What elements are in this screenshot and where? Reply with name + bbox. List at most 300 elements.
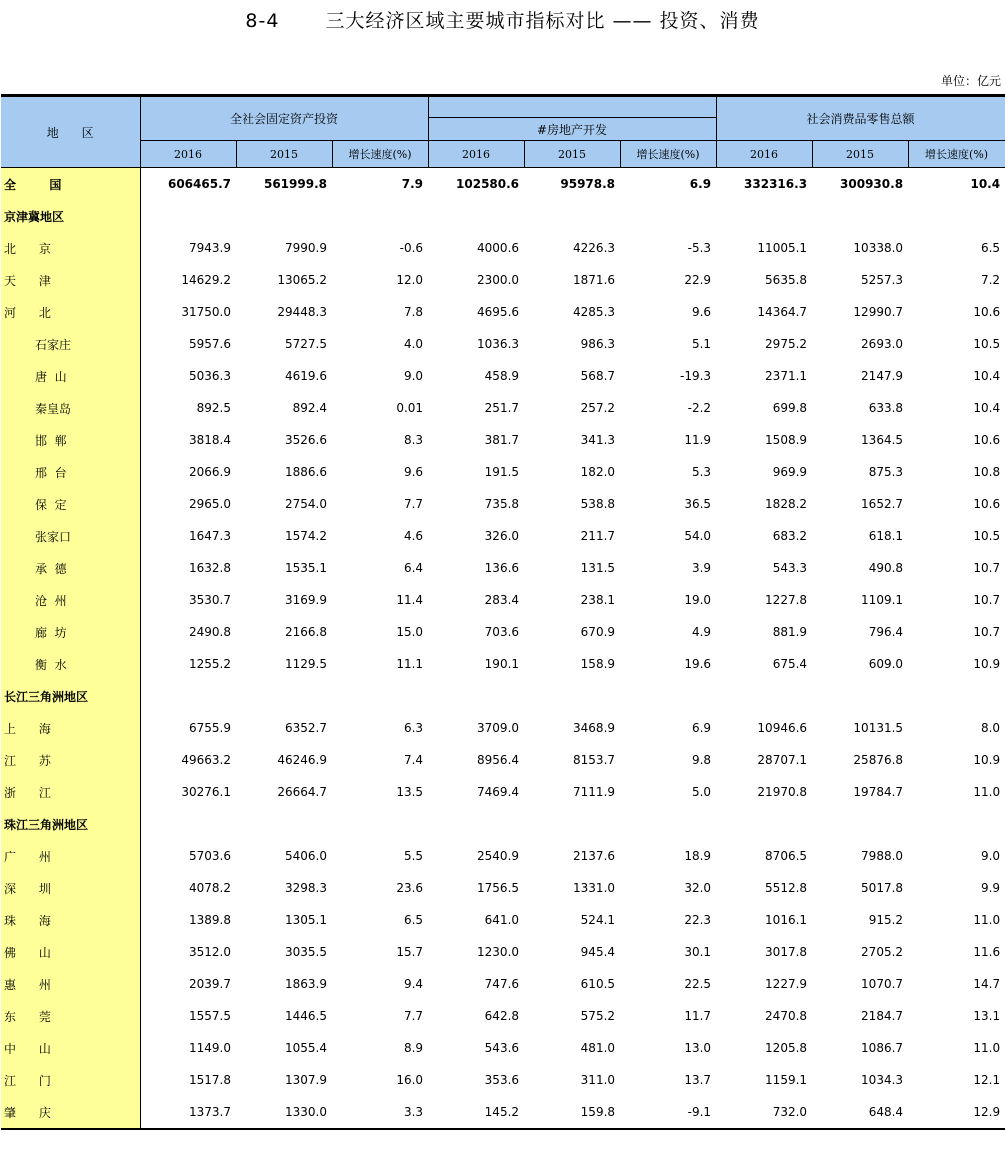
table-cell: 14629.2: [181, 273, 231, 287]
table-cell: 11.7: [684, 1009, 712, 1023]
table-cell: 8153.7: [573, 753, 616, 767]
table-cell: 4619.6: [285, 369, 327, 383]
table-row: [1, 1032, 1005, 1064]
table-cell: 7990.9: [285, 241, 327, 255]
table-row: [1, 1000, 1005, 1032]
table-row: [1, 808, 1005, 840]
table-cell: 11.9: [684, 433, 712, 447]
table-cell: 538.8: [580, 497, 616, 511]
table-cell: [140, 200, 236, 232]
col-2015: 2015: [812, 141, 908, 168]
table-cell: 102580.6: [456, 177, 520, 191]
table-cell: 609.0: [868, 657, 904, 671]
table-cell: 8956.4: [477, 753, 520, 767]
region-name: 秦皇岛: [1, 392, 140, 424]
table-cell: 524.1: [580, 913, 616, 927]
table-cell: [332, 808, 428, 840]
table-row: [1, 424, 1005, 456]
table-cell: [236, 200, 332, 232]
table-cell: 2147.9: [861, 369, 904, 383]
table-cell: 1632.8: [189, 561, 231, 575]
table-cell: 1364.5: [861, 433, 904, 447]
table-cell: 10.4: [973, 369, 1001, 383]
table-cell: 3.9: [691, 561, 712, 575]
table-cell: 5257.3: [861, 273, 904, 287]
region-name: 天 津: [1, 264, 140, 296]
table-cell: [716, 808, 812, 840]
table-cell: -9.1: [620, 1096, 716, 1129]
table-cell: 29448.3: [277, 305, 327, 319]
table-cell: 1446.5: [285, 1009, 327, 1023]
table-cell: 610.5: [580, 977, 616, 991]
table-cell: 1756.5: [477, 881, 520, 895]
table-cell: 1517.8: [189, 1073, 231, 1087]
table-cell: 2693.0: [861, 337, 904, 351]
table-cell: 10.7: [973, 593, 1001, 607]
table-cell: 945.4: [580, 945, 616, 959]
table-cell: 12990.7: [853, 305, 904, 319]
table-cell: 5.5: [403, 849, 424, 863]
table-cell: 481.0: [580, 1041, 616, 1055]
table-cell: 23.6: [396, 881, 424, 895]
table-cell: 26664.7: [277, 785, 327, 799]
table-cell: 6.9: [689, 177, 712, 191]
table-cell: -5.3: [687, 241, 712, 255]
table-cell: 1230.0: [477, 945, 520, 959]
table-cell: 683.2: [772, 529, 808, 543]
table-cell: 2540.9: [477, 849, 520, 863]
table-cell: 5.3: [691, 465, 712, 479]
region-name: 廊 坊: [1, 616, 140, 648]
table-cell: 2705.2: [861, 945, 904, 959]
table-cell: 7.9: [401, 177, 424, 191]
table-cell: 131.5: [580, 561, 616, 575]
table-cell: 1086.7: [861, 1041, 904, 1055]
table-cell: 4078.2: [189, 881, 231, 895]
table-cell: [620, 200, 716, 232]
table-cell: 1389.8: [189, 913, 231, 927]
table-number: 8-4: [245, 10, 280, 32]
table-cell: 1109.1: [861, 593, 904, 607]
table-row: [1, 1096, 1005, 1129]
table-cell: 10338.0: [853, 241, 904, 255]
data-table: [1, 95, 1005, 1130]
table-cell: 190.1: [484, 657, 520, 671]
table-cell: 30276.1: [181, 785, 231, 799]
real-estate-header: #房地产开发: [428, 118, 716, 141]
table-row: [1, 200, 1005, 232]
table-cell: [908, 200, 1005, 232]
table-cell: 3526.6: [285, 433, 327, 447]
table-cell: 11.1: [396, 657, 424, 671]
table-cell: 543.3: [772, 561, 808, 575]
table-cell: 2066.9: [189, 465, 231, 479]
region-name: 深 圳: [1, 872, 140, 904]
table-cell: 10.6: [973, 433, 1001, 447]
table-cell: 46246.9: [277, 753, 327, 767]
table-cell: 699.8: [772, 401, 808, 415]
table-row: [1, 680, 1005, 712]
col-2016: 2016: [140, 141, 236, 168]
region-name: 佛 山: [1, 936, 140, 968]
table-cell: [620, 680, 716, 712]
table-cell: 2184.7: [861, 1009, 904, 1023]
table-cell: 670.9: [580, 625, 616, 639]
table-cell: 10.9: [973, 657, 1001, 671]
table-cell: 675.4: [772, 657, 808, 671]
table-cell: 5635.8: [765, 273, 808, 287]
table-cell: 6.5: [980, 241, 1001, 255]
table-cell: 641.0: [484, 913, 520, 927]
table-row: [1, 712, 1005, 744]
region-name: 惠 州: [1, 968, 140, 1000]
table-cell: 10.6: [973, 305, 1001, 319]
table-cell: 32.0: [684, 881, 712, 895]
table-row: [1, 616, 1005, 648]
table-cell: 10.7: [973, 561, 1001, 575]
table-cell: 1227.8: [765, 593, 808, 607]
table-cell: [332, 200, 428, 232]
table-cell: 1016.1: [765, 913, 808, 927]
col-2016: 2016: [428, 141, 524, 168]
table-cell: 1652.7: [861, 497, 904, 511]
table-cell: 326.0: [484, 529, 520, 543]
table-row: [1, 1064, 1005, 1096]
blank-header: [428, 96, 716, 118]
table-cell: 1647.3: [189, 529, 231, 543]
table-cell: 12.9: [908, 1096, 1005, 1129]
table-cell: 49663.2: [181, 753, 231, 767]
region-name: 珠 海: [1, 904, 140, 936]
region-name: 石家庄: [1, 328, 140, 360]
table-cell: 2965.0: [189, 497, 231, 511]
table-cell: [524, 680, 620, 712]
table-cell: 3512.0: [189, 945, 231, 959]
col-2015: 2015: [524, 141, 620, 168]
table-cell: 19.0: [684, 593, 712, 607]
table-cell: 12.0: [396, 273, 424, 287]
table-row: [1, 648, 1005, 680]
table-cell: 3298.3: [285, 881, 327, 895]
table-row: [1, 904, 1005, 936]
table-cell: 2166.8: [285, 625, 327, 639]
table-cell: 3530.7: [189, 593, 231, 607]
table-cell: 1129.5: [285, 657, 327, 671]
table-cell: 2371.1: [765, 369, 808, 383]
region-name: 东 莞: [1, 1000, 140, 1032]
region-name: 广 州: [1, 840, 140, 872]
region-name: 江 苏: [1, 744, 140, 776]
table-cell: 10.5: [973, 529, 1001, 543]
table-cell: [716, 680, 812, 712]
table-cell: 5036.3: [189, 369, 231, 383]
table-cell: 575.2: [580, 1009, 616, 1023]
table-cell: 3468.9: [573, 721, 616, 735]
table-cell: 10.4: [970, 177, 1001, 191]
table-cell: 2975.2: [765, 337, 808, 351]
table-cell: 747.6: [484, 977, 520, 991]
table-row: [1, 232, 1005, 264]
table-cell: 1149.0: [189, 1041, 231, 1055]
table-cell: 1557.5: [189, 1009, 231, 1023]
table-cell: 1255.2: [189, 657, 231, 671]
col-growth: 增长速度(%): [908, 141, 1005, 168]
region-name: 珠江三角洲地区: [1, 808, 140, 840]
table-cell: [812, 200, 908, 232]
table-cell: 568.7: [580, 369, 616, 383]
table-cell: 8.0: [980, 721, 1001, 735]
table-row: [1, 392, 1005, 424]
table-cell: 1034.3: [861, 1073, 904, 1087]
table-cell: 28707.1: [757, 753, 808, 767]
table-cell: 4.0: [403, 337, 424, 351]
table-cell: [524, 200, 620, 232]
table-cell: 5406.0: [285, 849, 327, 863]
region-name: 浙 江: [1, 776, 140, 808]
table-cell: -0.6: [399, 241, 424, 255]
region-name: 沧 州: [1, 584, 140, 616]
table-cell: 13.5: [396, 785, 424, 799]
region-name: 张家口: [1, 520, 140, 552]
table-cell: 458.9: [484, 369, 520, 383]
table-cell: 7988.0: [861, 849, 904, 863]
table-cell: 1205.8: [765, 1041, 808, 1055]
table-cell: 1330.0: [236, 1096, 332, 1129]
table-cell: 5512.8: [765, 881, 808, 895]
table-cell: 15.7: [396, 945, 424, 959]
page-title: [0, 6, 1005, 33]
table-cell: 10.7: [973, 625, 1001, 639]
table-cell: 1307.9: [285, 1073, 327, 1087]
table-cell: 95978.8: [560, 177, 616, 191]
table-cell: 10131.5: [853, 721, 904, 735]
table-cell: 9.0: [403, 369, 424, 383]
table-cell: 5703.6: [189, 849, 231, 863]
table-row: [1, 264, 1005, 296]
table-cell: 6352.7: [285, 721, 327, 735]
table-cell: [140, 680, 236, 712]
table-row: [1, 456, 1005, 488]
table-cell: 21970.8: [757, 785, 808, 799]
region-name: 衡 水: [1, 648, 140, 680]
table-cell: [524, 808, 620, 840]
table-cell: 353.6: [484, 1073, 520, 1087]
table-cell: 3709.0: [477, 721, 520, 735]
table-cell: 9.9: [980, 881, 1001, 895]
table-cell: 5.0: [691, 785, 712, 799]
table-cell: 7943.9: [189, 241, 231, 255]
table-cell: [908, 680, 1005, 712]
table-cell: 10.6: [973, 497, 1001, 511]
table-row: [1, 872, 1005, 904]
table-row: [1, 328, 1005, 360]
table-cell: 2470.8: [765, 1009, 808, 1023]
table-cell: 4695.6: [477, 305, 520, 319]
table-cell: 9.6: [691, 305, 712, 319]
table-cell: 30.1: [684, 945, 712, 959]
region-header: 地 区: [1, 96, 140, 168]
table-cell: 257.2: [580, 401, 616, 415]
table-cell: 300930.8: [840, 177, 904, 191]
table-cell: 10.9: [973, 753, 1001, 767]
table-cell: 9.6: [403, 465, 424, 479]
table-cell: 5727.5: [285, 337, 327, 351]
table-cell: 875.3: [868, 465, 904, 479]
table-cell: 606465.7: [167, 177, 231, 191]
table-cell: [428, 680, 524, 712]
table-cell: 11.4: [396, 593, 424, 607]
table-cell: 1871.6: [573, 273, 616, 287]
region-name: 肇 庆: [1, 1096, 140, 1129]
table-cell: 14364.7: [757, 305, 808, 319]
table-cell: 4.6: [403, 529, 424, 543]
table-cell: 311.0: [580, 1073, 616, 1087]
table-cell: 1055.4: [285, 1041, 327, 1055]
table-cell: 7469.4: [477, 785, 520, 799]
table-cell: [716, 200, 812, 232]
table-cell: 283.4: [484, 593, 520, 607]
table-cell: 4226.3: [573, 241, 616, 255]
table-cell: 642.8: [484, 1009, 520, 1023]
table-cell: [332, 680, 428, 712]
table-cell: 22.9: [684, 273, 712, 287]
table-cell: 0.01: [396, 401, 424, 415]
table-cell: [428, 200, 524, 232]
table-cell: 341.3: [580, 433, 616, 447]
unit-label: 单位：亿元: [940, 74, 1001, 88]
col-2016: 2016: [716, 141, 812, 168]
table-cell: 22.5: [684, 977, 712, 991]
table-cell: 4.9: [691, 625, 712, 639]
table-cell: 1373.7: [140, 1096, 236, 1129]
table-cell: 892.5: [196, 401, 231, 415]
table-cell: 11005.1: [757, 241, 808, 255]
table-cell: 6.3: [403, 721, 424, 735]
region-name: 全 国: [1, 168, 140, 201]
table-cell: 7.7: [403, 1009, 424, 1023]
table-cell: 5017.8: [861, 881, 904, 895]
table-body: [1, 168, 1005, 1130]
table-cell: 543.6: [484, 1041, 520, 1055]
table-cell: 2039.7: [189, 977, 231, 991]
region-name: 保 定: [1, 488, 140, 520]
table-cell: 703.6: [484, 625, 520, 639]
table-cell: 6.5: [403, 913, 424, 927]
table-cell: 1886.6: [285, 465, 327, 479]
table-row: [1, 520, 1005, 552]
table-cell: 10946.6: [757, 721, 808, 735]
table-cell: 9.4: [403, 977, 424, 991]
table-cell: [140, 808, 236, 840]
table-cell: 1574.2: [285, 529, 327, 543]
table-cell: 732.0: [716, 1096, 812, 1129]
table-cell: 1227.9: [765, 977, 808, 991]
table-cell: 8706.5: [765, 849, 808, 863]
table-cell: 1305.1: [285, 913, 327, 927]
table-row: [1, 360, 1005, 392]
table-title: 三大经济区域主要城市指标对比 —— 投资、消费: [325, 10, 760, 32]
table-cell: 561999.8: [263, 177, 327, 191]
table-cell: 11.0: [973, 913, 1001, 927]
table-cell: 11.0: [973, 785, 1001, 799]
table-cell: 796.4: [868, 625, 904, 639]
table-cell: 12.1: [973, 1073, 1001, 1087]
table-cell: 1159.1: [765, 1073, 808, 1087]
table-cell: 381.7: [484, 433, 520, 447]
table-row: [1, 936, 1005, 968]
table-row: [1, 552, 1005, 584]
retail-header: 社会消费品零售总额: [716, 96, 1005, 141]
table-row: [1, 168, 1005, 201]
table-cell: 3035.5: [285, 945, 327, 959]
table-cell: [236, 808, 332, 840]
region-name: 北 京: [1, 232, 140, 264]
table-cell: 618.1: [868, 529, 904, 543]
table-cell: 238.1: [580, 593, 616, 607]
table-cell: 7.2: [980, 273, 1001, 287]
table-cell: 892.4: [292, 401, 327, 415]
table-cell: 182.0: [580, 465, 616, 479]
table-cell: 13.7: [684, 1073, 712, 1087]
table-cell: 7111.9: [573, 785, 616, 799]
table-cell: 1070.7: [861, 977, 904, 991]
region-name: 邯 郸: [1, 424, 140, 456]
table-cell: 4285.3: [573, 305, 616, 319]
region-name: 长江三角洲地区: [1, 680, 140, 712]
table-cell: 735.8: [484, 497, 520, 511]
table-cell: 332316.3: [744, 177, 808, 191]
region-name: 上 海: [1, 712, 140, 744]
table-cell: 251.7: [484, 401, 520, 415]
region-name: 邢 台: [1, 456, 140, 488]
table-cell: 11.0: [973, 1041, 1001, 1055]
table-cell: 145.2: [428, 1096, 524, 1129]
table-row: [1, 488, 1005, 520]
table-cell: 8.3: [403, 433, 424, 447]
region-name: 唐 山: [1, 360, 140, 392]
table-cell: 10.5: [973, 337, 1001, 351]
region-name: 河 北: [1, 296, 140, 328]
table-cell: 2137.6: [573, 849, 616, 863]
table-cell: 136.6: [484, 561, 520, 575]
table-cell: 3.3: [332, 1096, 428, 1129]
table-cell: 15.0: [396, 625, 424, 639]
table-cell: 1331.0: [573, 881, 616, 895]
table-cell: 8.9: [403, 1041, 424, 1055]
table-cell: 1508.9: [765, 433, 808, 447]
table-cell: 159.8: [524, 1096, 620, 1129]
table-cell: 7.4: [403, 753, 424, 767]
table-cell: 10.4: [973, 401, 1001, 415]
table-cell: 1535.1: [285, 561, 327, 575]
table-row: [1, 584, 1005, 616]
table-cell: 986.3: [580, 337, 616, 351]
table-cell: 6.4: [403, 561, 424, 575]
table-cell: 1036.3: [477, 337, 520, 351]
table-cell: 14.7: [973, 977, 1001, 991]
region-name: 中 山: [1, 1032, 140, 1064]
table-row: [1, 744, 1005, 776]
col-growth: 增长速度(%): [620, 141, 716, 168]
table-cell: 969.9: [772, 465, 808, 479]
table-cell: 22.3: [684, 913, 712, 927]
table-row: [1, 776, 1005, 808]
table-cell: 1828.2: [765, 497, 808, 511]
table-cell: [428, 808, 524, 840]
table-row: [1, 968, 1005, 1000]
table-cell: [812, 680, 908, 712]
table-cell: 19.6: [684, 657, 712, 671]
